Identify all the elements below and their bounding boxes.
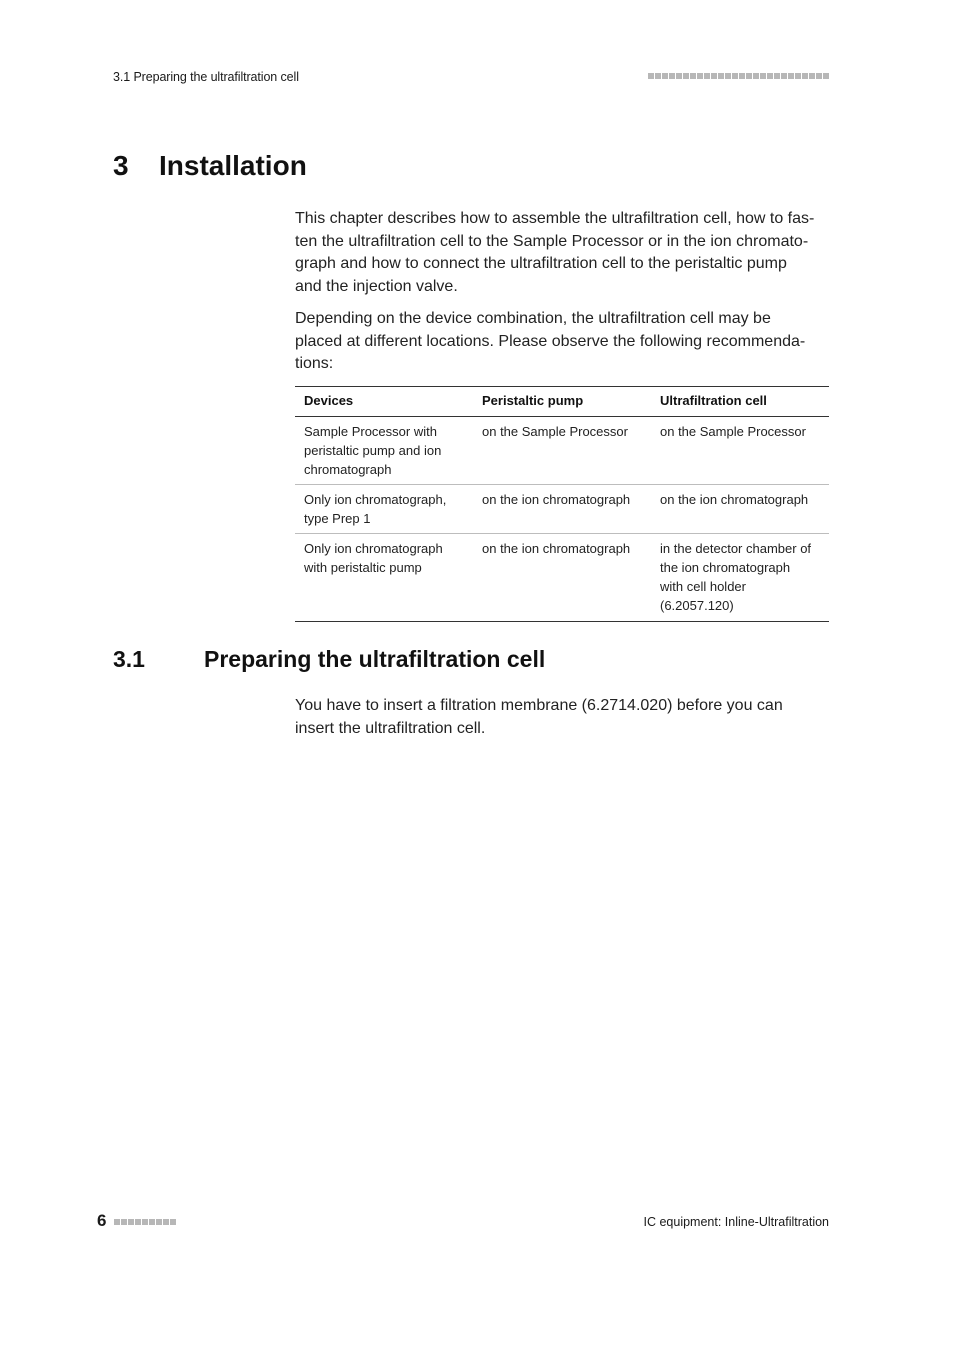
text-line: Depending on the device combination, the ultrafiltration cell may be: [295, 310, 771, 327]
cell-line: type Prep 1: [304, 511, 371, 526]
cell-line: (6.2057.120): [660, 598, 734, 613]
cell-line: on the Sample Processor: [660, 424, 806, 439]
cell-pump: [473, 534, 651, 622]
cell-line: the ion chromatograph: [660, 560, 791, 575]
intro-paragraph-1: [295, 208, 829, 299]
section-number: 3.1: [113, 646, 145, 672]
header-devices: Devices: [295, 387, 473, 417]
cell-line: on the Sample Processor: [482, 424, 628, 439]
chapter-number: 3: [113, 150, 129, 181]
footer-decoration-squares: [114, 1219, 176, 1225]
location-table: [295, 386, 829, 622]
cell-line: on the ion chromatograph: [482, 492, 631, 507]
section-title: [113, 646, 545, 673]
table-row: [295, 417, 829, 485]
cell-devices: [295, 485, 473, 534]
cell-line: Only ion chromatograph: [304, 541, 443, 556]
cell-line: in the detector chamber of: [660, 541, 812, 556]
section-title-text: Preparing the ultrafiltration cell: [204, 646, 546, 672]
text-line: insert the ultrafiltration cell.: [295, 719, 486, 737]
table-header-row: [295, 387, 829, 417]
text-line: ten the ultrafiltration cell to the Sample Processor or in the ion chromato-: [295, 232, 809, 250]
header-peristaltic-pump: Peristaltic pump: [473, 387, 651, 417]
chapter-title: [113, 150, 307, 182]
text-line: tions:: [295, 355, 334, 373]
cell-location: [651, 417, 829, 485]
text-line: and the injection valve.: [295, 278, 458, 296]
header-ultrafiltration-cell: Ultrafiltration cell: [651, 387, 829, 417]
text-line: This chapter describes how to assemble the ultrafiltration cell, how to fas-: [295, 210, 815, 227]
running-header: 3.1 Preparing the ultrafiltration cell: [113, 70, 299, 84]
text-line: placed at different locations. Please observe the following recommenda-: [295, 332, 806, 350]
section-paragraph: [295, 695, 829, 740]
cell-line: on the ion chromatograph: [482, 541, 631, 556]
cell-line: with peristaltic pump: [304, 560, 422, 575]
cell-pump: [473, 417, 651, 485]
intro-paragraph-2: [295, 308, 829, 376]
text-line: graph and how to connect the ultrafiltration cell to the peristaltic pump: [295, 255, 787, 273]
table-row: [295, 485, 829, 534]
page-number: 6: [97, 1211, 107, 1230]
header-decoration-squares: [648, 73, 829, 79]
chapter-title-text: Installation: [159, 150, 307, 181]
cell-line: on the ion chromatograph: [660, 492, 809, 507]
cell-pump: [473, 485, 651, 534]
cell-line: Only ion chromatograph,: [304, 492, 447, 507]
footer-document-title: IC equipment: Inline-Ultrafiltration: [643, 1215, 829, 1229]
cell-line: Sample Processor with: [304, 424, 437, 439]
cell-location: [651, 534, 829, 622]
cell-line: with cell holder: [660, 579, 746, 594]
cell-line: peristaltic pump and ion: [304, 443, 442, 458]
cell-location: [651, 485, 829, 534]
cell-devices: [295, 534, 473, 622]
table-row: [295, 534, 829, 622]
cell-line: chromatograph: [304, 462, 392, 477]
cell-devices: [295, 417, 473, 485]
text-line: You have to insert a filtration membrane (6.2714.020) before you can: [295, 697, 783, 714]
